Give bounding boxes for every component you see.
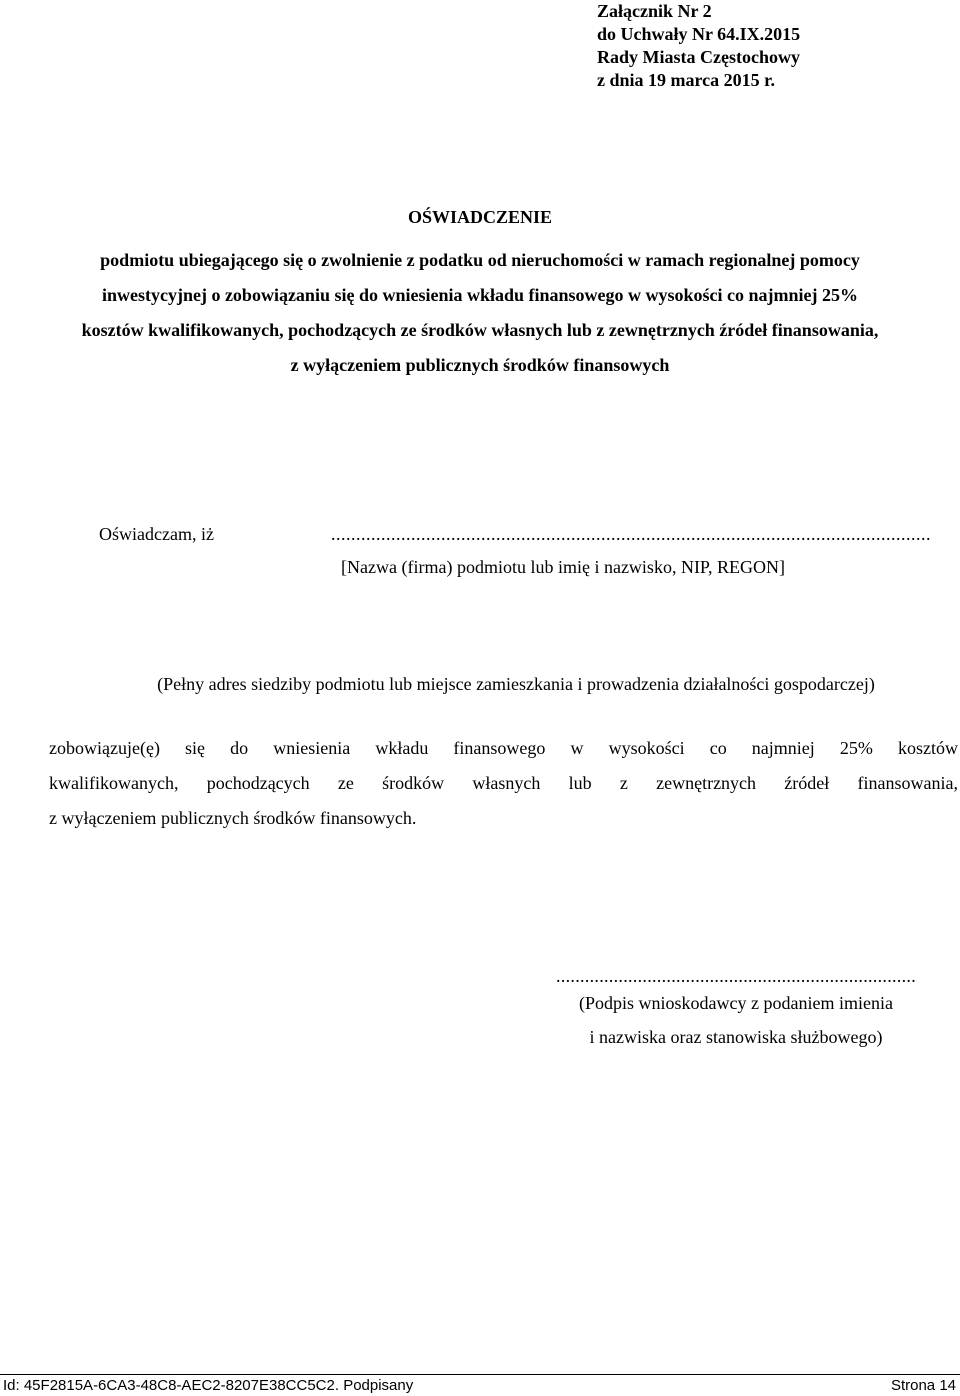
resolution-number: do Uchwały Nr 64.IX.2015 [597,24,801,44]
council-name: Rady Miasta Częstochowy [597,47,800,67]
page-number: Strona 14 [890,1377,956,1394]
signature-caption-line-1: (Podpis wnioskodawcy z podaniem imienia [579,993,893,1013]
signature-caption-line-2: i nazwiska oraz stanowiska służbowego) [589,1027,883,1047]
subtitle-line-4: z wyłączeniem publicznych środków finansowych [290,355,670,375]
subtitle-line-2: inwestycyjnej o zobowiązaniu się do wniesienia wkładu finansowego w wysokości co najmniej 25% [101,285,859,305]
signature-block [553,966,919,1054]
address-caption: (Pełny adres siedziby podmiotu lub miejsce zamieszkania i prowadzenia działalności gospodarczej) [157,674,875,694]
document-id: Id: 45F2815A-6CA3-48C8-AEC2-8207E38CC5C2. Podpisany [3,1377,414,1394]
footer-divider [0,1374,960,1375]
entity-name-caption: [Nazwa (firma) podmiotu lub imię i nazwisko, NIP, REGON] [341,557,785,577]
document-subtitle [0,243,960,383]
resolution-date: z dnia 19 marca 2015 r. [597,70,775,90]
attachment-header [597,0,800,92]
paragraph-line-1: zobowiązuje(ę) się do wniesienia wkładu finansowego w wysokości co najmniej 25% kosztów [49,738,958,758]
signature-fill-line: ........................................................................... [556,966,916,986]
paragraph-line-3: z wyłączeniem publicznych środków finansowych. [49,808,417,828]
subtitle-line-3: kosztów kwalifikowanych, pochodzących ze środków własnych lub z zewnętrznych źródeł finansowania, [81,320,879,340]
document-title: OŚWIADCZENIE [407,207,553,227]
commitment-paragraph [49,731,958,836]
declaration-label: Oświadczam, iż [99,524,214,544]
subtitle-line-1: podmiotu ubiegającego się o zwolnienie z podatku od nieruchomości w ramach regionalnej pomocy [100,250,860,270]
entity-name-fill-line: ........................................................................................................................ [331,524,931,544]
paragraph-line-2: kwalifikowanych, pochodzących ze środków własnych lub z zewnętrznych źródeł finansowania, [49,773,958,793]
attachment-number: Załącznik Nr 2 [597,1,712,21]
